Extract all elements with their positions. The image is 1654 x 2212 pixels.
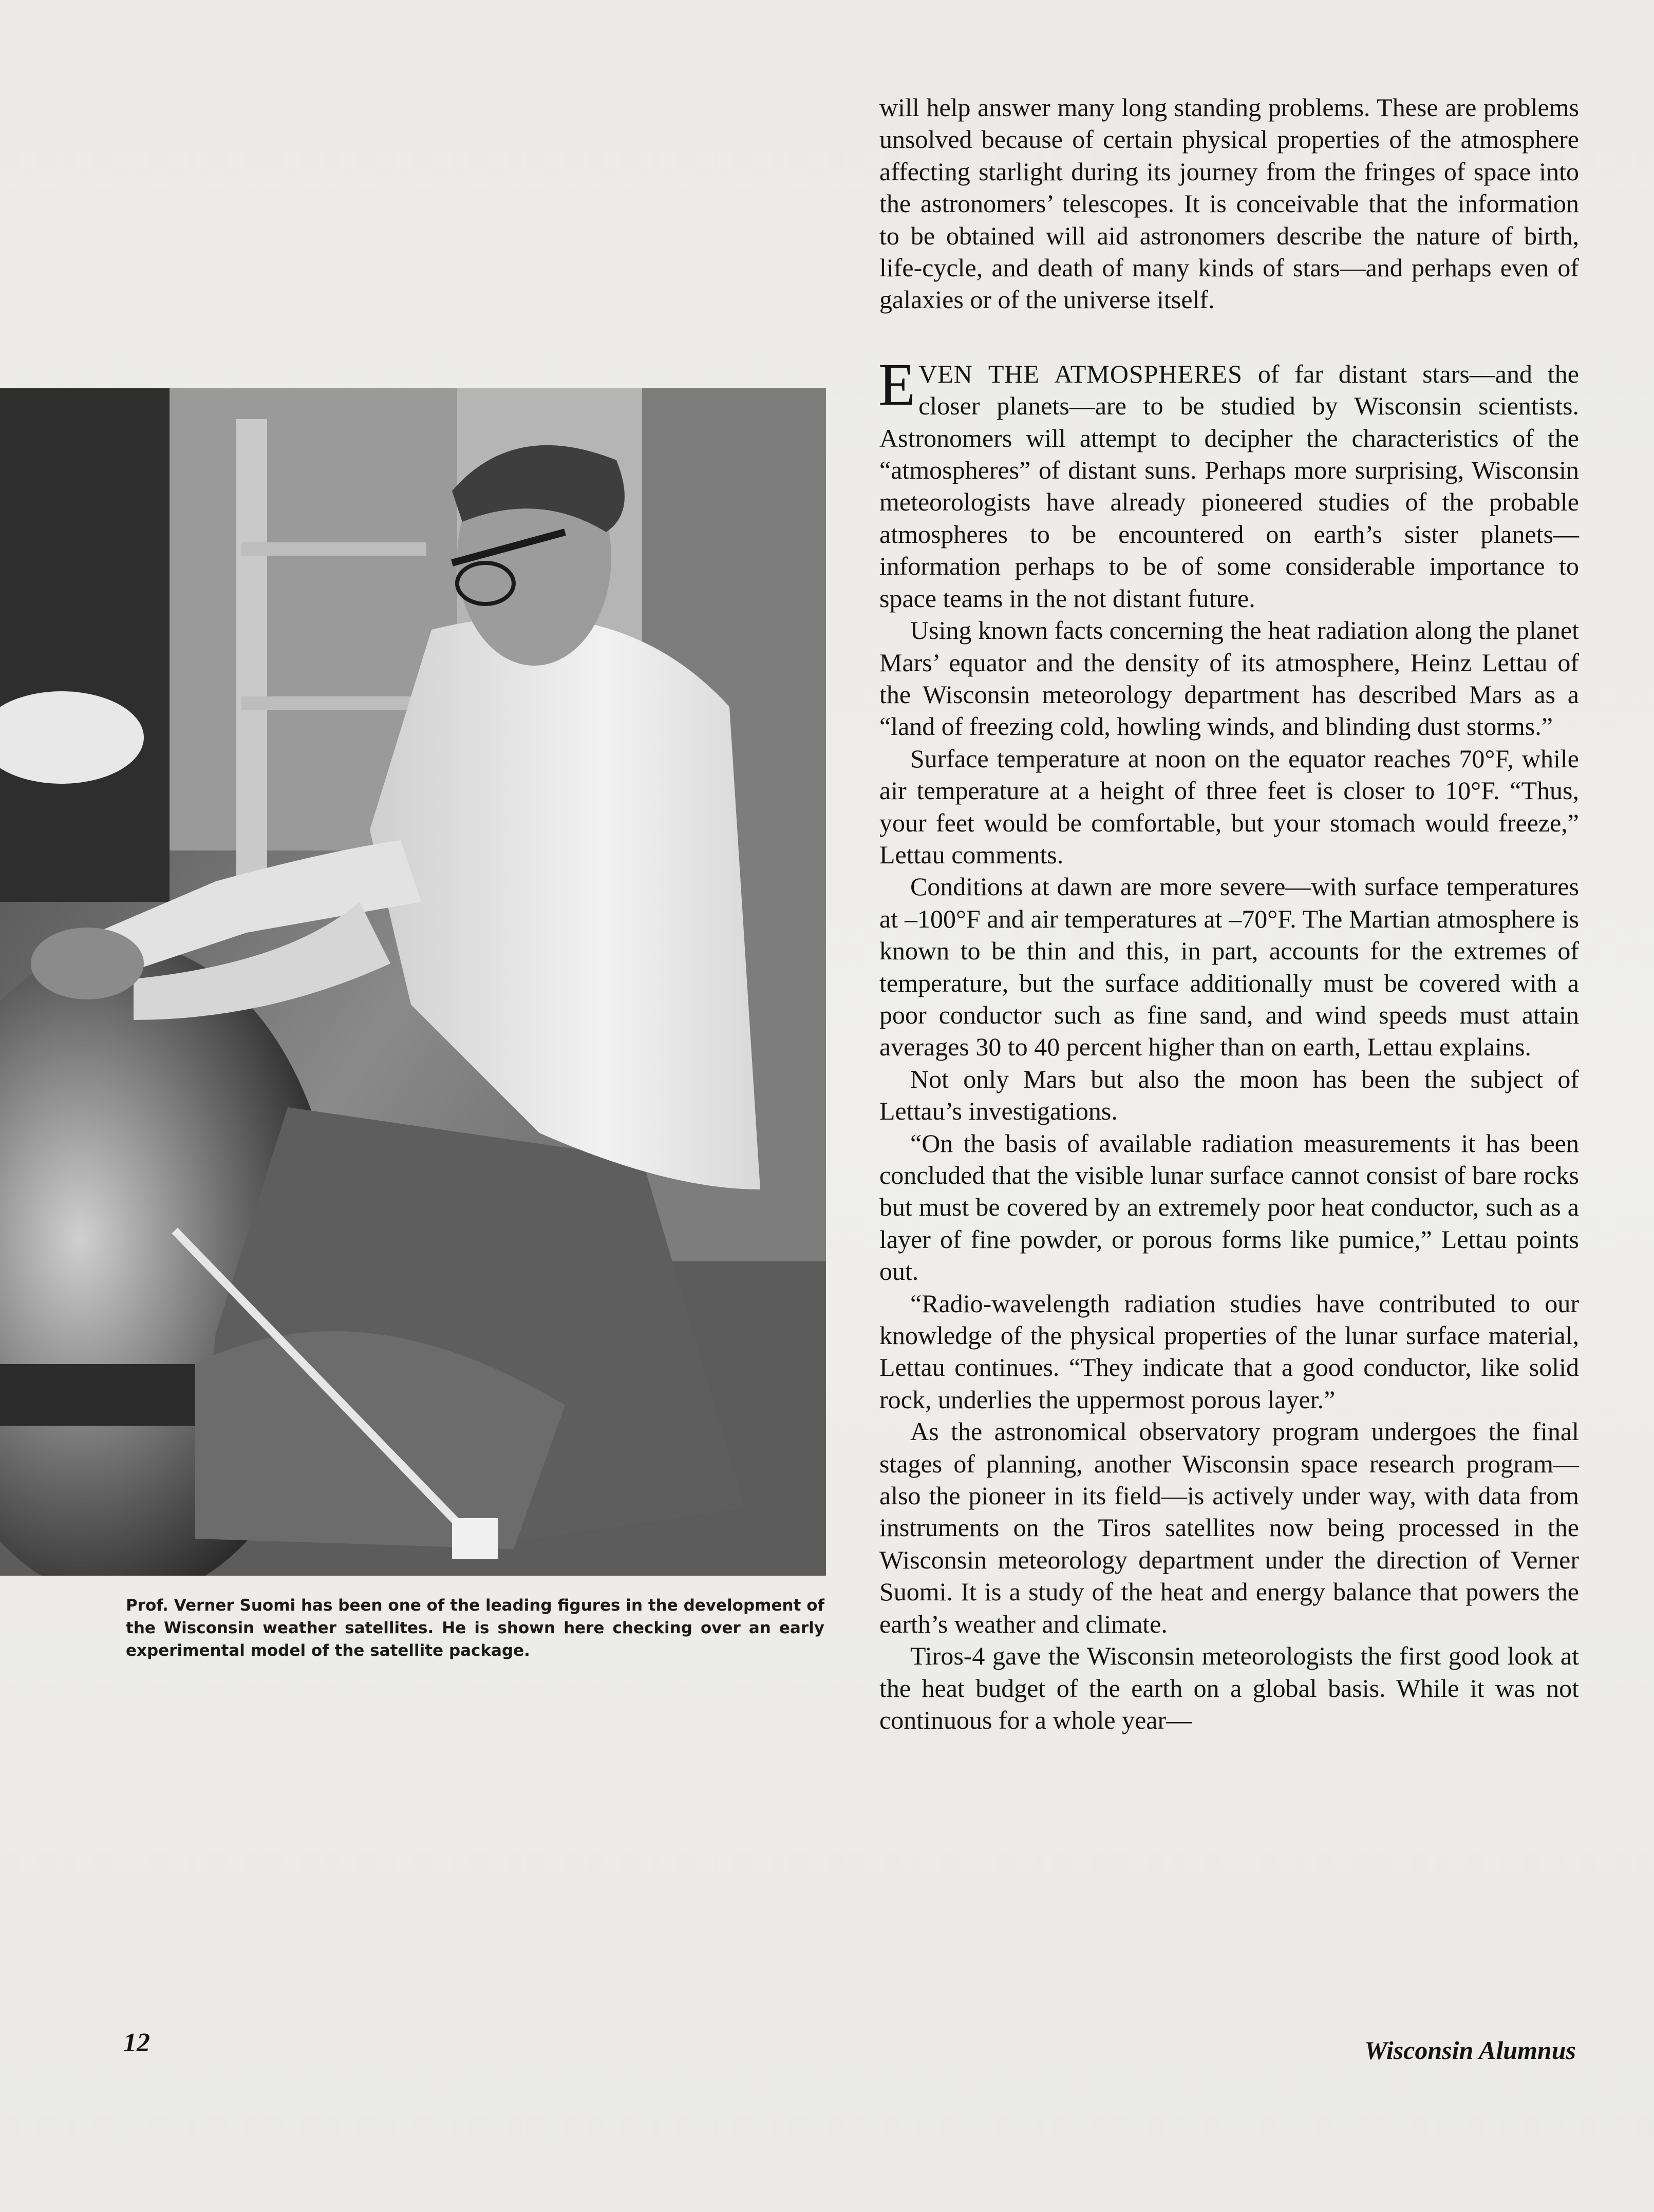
page-number: 12 (123, 2028, 150, 2057)
drop-cap: E (878, 350, 916, 418)
article-paragraph: Tiros-4 gave the Wisconsin meteorologists the first good look at the heat budget of the earth on a global basis. While it was not continuous for a whole year— (879, 1641, 1579, 1734)
article-paragraph: Surface temperature at noon on the equator reaches 70°F, while air temperature at a height of three feet is closer to 10°F. “Thus, your feet would be comfortable, but your stomach would freeze,” Lettau comments. (879, 744, 1579, 869)
article-paragraph: Conditions at dawn are more severe—with surface temperatures at –100°F and air temperatures at –70°F. The Martian atmosphere is known to be thin and this, in part, accounts for the extremes of temperature, but the surface additionally must be covered with a poor conductor such as fine sand, and wind speeds must attain averages 30 to 40 percent higher than on earth, Lettau explains. (879, 872, 1579, 1062)
article-paragraph-dropcap (878, 350, 1579, 614)
photo-caption: Prof. Verner Suomi has been one of the leading figures in the development of the Wisconsin weather satellites. He is shown here checking over an early experimental model of the satellite package. (126, 1596, 824, 1660)
article-paragraph: Using known facts concerning the heat radiation along the planet Mars’ equator and the density of its atmosphere, Heinz Lettau of the Wisconsin meteorology department has described Mars as a “land of freezing cold, howling winds, and blinding dust storms.” (879, 616, 1579, 741)
lead-in-caps: VEN THE ATMOSPHERES (918, 359, 1243, 388)
article-paragraph: will help answer many long standing problems. These are problems unsolved because of certain physical properties of the atmosphere affecting starlight during its journey from the fringes of space into the astronomers’ telescopes. It is conceivable that the information to be obtained will aid astronomers describe the nature of birth, life-cycle, and death of many kinds of stars—and perhaps even of galaxies or of the universe itself. (879, 93, 1579, 314)
magazine-name: Wisconsin Alumnus (1364, 2036, 1576, 2065)
article-column (879, 91, 1579, 1736)
article-paragraph: Not only Mars but also the moon has been the subject of Lettau’s investigations. (879, 1064, 1579, 1126)
photograph (0, 388, 826, 1576)
article-paragraph: “On the basis of available radiation measurements it has been concluded that the visible lunar surface cannot consist of bare rocks but must be covered by an extremely poor heat conductor, such as a layer of fine powder, or porous forms like pumice,” Lettau points out. (879, 1128, 1579, 1286)
photograph-icon (0, 388, 826, 1576)
paragraph-text: of far distant stars—and the closer planets—are to be studied by Wisconsin scientists. Astronomers will attempt to decipher the characteristics of the “atmospheres” of distant suns. Perhaps more surprising, Wisconsin meteorologists have already pioneered studies of the probable atmospheres to be encountered on earth’s sister planets—information perhaps to be of some considerable importance to space teams in the not distant future. (879, 359, 1579, 613)
article-paragraph: “Radio-wavelength radiation studies have contributed to our knowledge of the physical properties of the lunar surface material, Lettau continues. “They indicate that a good conductor, like solid rock, underlies the uppermost porous layer.” (879, 1289, 1579, 1414)
article-paragraph: As the astronomical observatory program undergoes the final stages of planning, another Wisconsin space research program—also the pioneer in its field—is actively under way, with data from instruments on the Tiros satellites now being processed in the Wisconsin meteorology department under the direction of Verner Suomi. It is a study of the heat and energy balance that powers the earth’s weather and climate. (879, 1417, 1579, 1638)
